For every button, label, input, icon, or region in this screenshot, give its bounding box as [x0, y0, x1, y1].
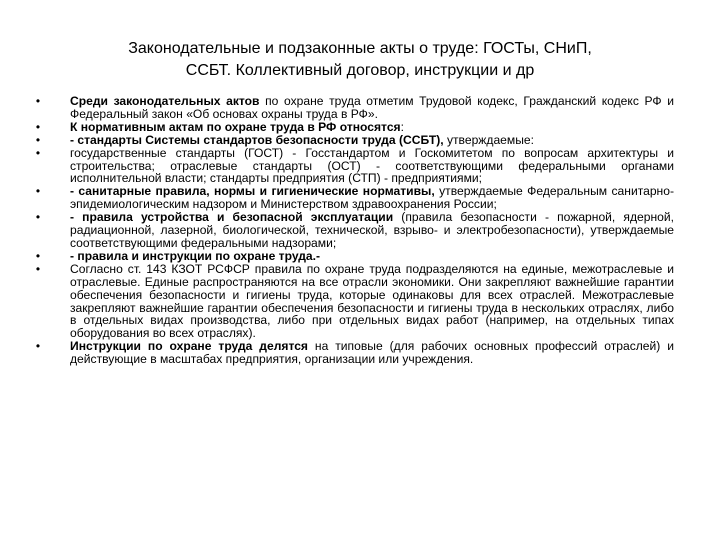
list-item-text [70, 185, 674, 211]
list-item [34, 185, 674, 211]
title-line-1: Законодательные и подзаконные акты о труде: ГОСТы, СНиП, [128, 40, 592, 57]
bullet-marker: • [35, 261, 41, 276]
list-item-bold-text: Инструкции по охране труда делятся [70, 339, 308, 354]
list-item-plain-text: (правила безопасности - пожарной, ядерной, радиационной, лазерной, биологической, технической, взрыво- и электробезопасности), утверждаемые соответствующими федеральными надзорами; [70, 210, 674, 250]
list-item-plain-text: утверждаемые: [443, 132, 534, 147]
list-item [34, 263, 674, 340]
list-item [34, 211, 674, 250]
list-item-text [70, 147, 674, 186]
list-item-plain-text: Согласно ст. 143 КЗОТ РСФСР правила по охране труда подразделяются на единые, межотраслевые и отраслевые. Единые распространяются на все отрасли экономики. Они закрепляют важнейшие гарантии обеспечения безопасности и гигиены труда, которые одинаковы для всех отраслей. Межотраслевые закрепляют важнейшие гарантии обеспечения безопасности и гигиены труда в нескольких отраслях, либо в отдельных видах производства, либо при отдельных видах работ (например, на отдельных типах оборудования во всех отраслях). [70, 261, 674, 341]
list-item-bold-text: - правила устройства и безопасной эксплуатации [70, 210, 394, 225]
bullet-list [34, 95, 674, 366]
list-item-text [70, 211, 674, 250]
list-item-plain-text: по охране труда отметим Трудовой кодекс, Гражданский кодекс РФ и Федеральный закон «Об основах охраны труда в РФ». [70, 94, 674, 121]
list-item-plain-text: государственные стандарты (ГОСТ) - Госстандартом и Госкомитетом по вопросам архитектуры и строительства; отраслевые стандарты (ОСТ) - соответствующими федеральными органами исполнительной власти; стандарты предприятия (СТП) - предприятиями; [70, 145, 674, 186]
bullet-marker: • [35, 184, 41, 199]
list-item-bold-text: К нормативным актам по охране труда в РФ относятся [70, 119, 401, 134]
list-item [34, 95, 674, 121]
list-item-bold-text: - санитарные правила, нормы и гигиенические нормативы, [70, 184, 435, 199]
list-item-bold-text: - стандарты Системы стандартов безопасности труда (ССБТ), [70, 132, 444, 147]
bullet-marker: • [35, 94, 41, 108]
list-item-bold-text: - правила и инструкции по охране труда.- [70, 248, 321, 263]
list-item-text [70, 95, 674, 121]
list-item [34, 147, 674, 186]
list-item-plain-text: на типовые (для рабочих основных профессий отраслей) и действующие в масштабах предприятия, организации или учреждения. [70, 339, 675, 367]
list-item [34, 340, 674, 366]
bullet-marker: • [35, 210, 41, 225]
bullet-marker: • [35, 339, 41, 354]
title-line-2: ССБТ. Коллективный договор, инструкции и др [185, 62, 535, 79]
list-item-text [70, 263, 674, 340]
list-item-plain-text: : [400, 119, 404, 134]
list-item-bold-text: Среди законодательных актов [70, 94, 260, 108]
bullet-marker: • [35, 132, 41, 147]
bullet-marker: • [35, 248, 41, 263]
list-item-text [70, 340, 674, 366]
bullet-marker: • [35, 145, 41, 160]
list-item-plain-text: утверждаемые Федеральным санитарно-эпидемиологическим надзором и Министерством здравоохранения России; [70, 184, 674, 212]
bullet-marker: • [35, 119, 41, 134]
slide-title [40, 38, 680, 82]
